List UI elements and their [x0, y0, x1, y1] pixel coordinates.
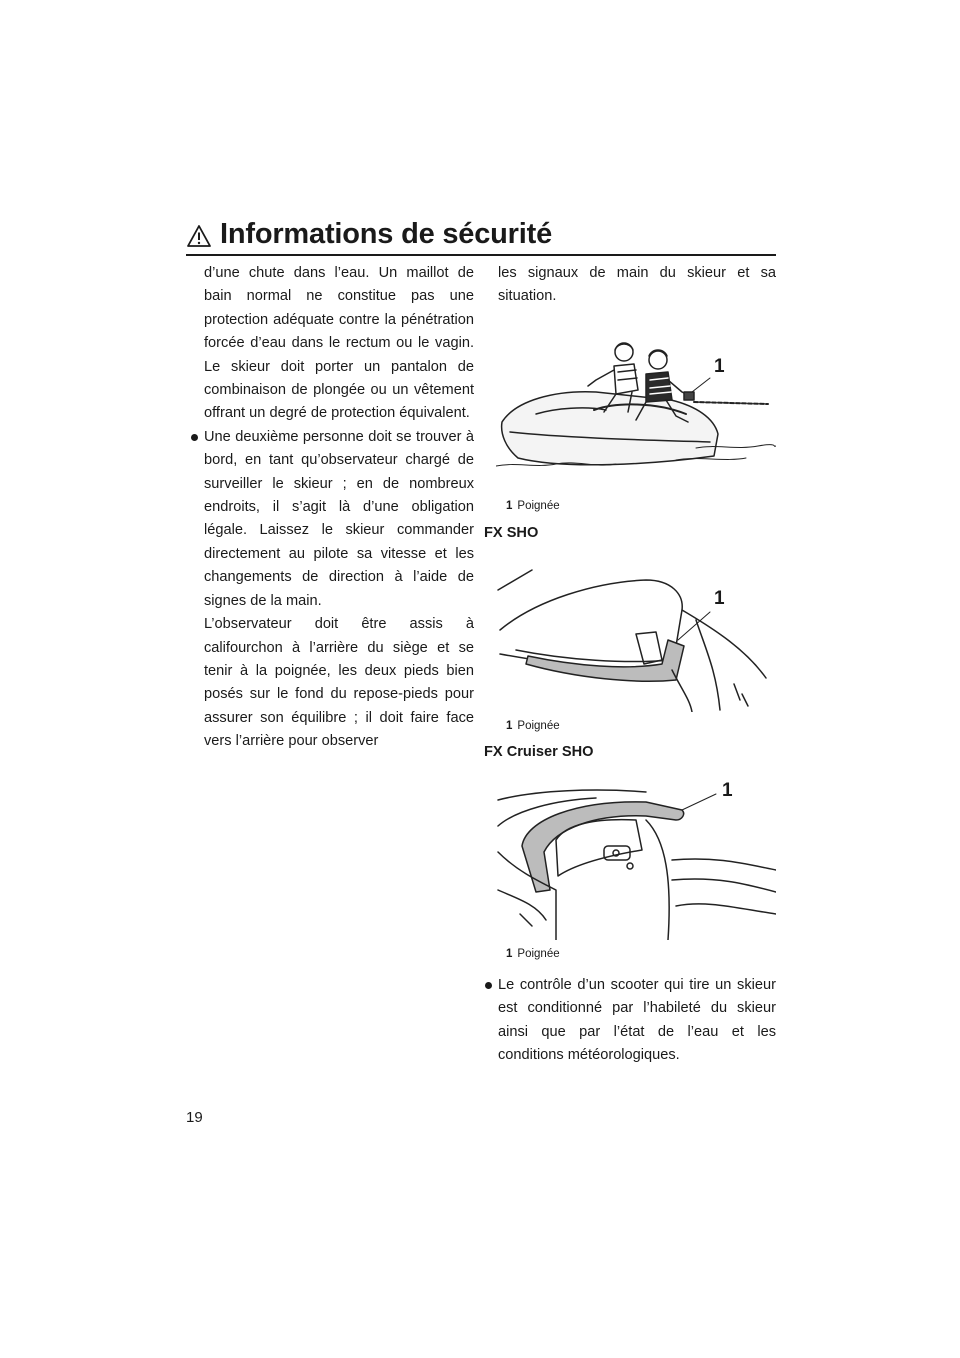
- caption-text: Poignée: [517, 948, 560, 960]
- caption-text: Poignée: [517, 500, 560, 512]
- figure-watercraft-riders: [496, 330, 776, 480]
- continuation-paragraph: d’une chute dans l’eau. Un maillot de bain normal ne constitue pas une protection adéquate contre la pénétration forcée d’eau dans le rectum ou le vagin. Le skieur doit porter un pantalon de combinaison de plongée ou un vêtement offrant un degré de protection équivalent.: [204, 265, 474, 422]
- bullet-dot-icon: [191, 434, 198, 441]
- caption-number: 1: [506, 720, 513, 732]
- continuation-paragraph-right: les signaux de main du skieur et sa situation.: [498, 265, 776, 305]
- bullet-item-skier-control: [484, 974, 776, 1068]
- right-column: [484, 262, 776, 309]
- bullet-item-observer: [190, 426, 474, 754]
- fx-cruiser-sho-handle-illustration: [496, 780, 776, 940]
- figure-fx-cruiser-sho-handle: [496, 780, 776, 940]
- fx-sho-handle-illustration: [496, 560, 776, 712]
- bullet-paragraph-1: Une deuxième personne doit se trouver à bord, en tant qu’observateur chargé de surveiller le skieur ; en de nombreux endroits, il s’agit là d’une obligation légale. Laissez le skieur commander directement au pilote sa vitesse et les changements de direction à l’aide de signes de la main.: [204, 428, 474, 609]
- figure1-callout-number: 1: [714, 356, 725, 377]
- figure2-caption: [506, 720, 560, 732]
- figure2-callout-number: 1: [714, 588, 725, 609]
- figure1-caption: [506, 500, 560, 512]
- left-column: [190, 262, 474, 754]
- figure-fx-sho-handle: [496, 560, 776, 712]
- caption-number: 1: [506, 500, 513, 512]
- watercraft-riders-illustration: [496, 330, 776, 480]
- bullet-paragraph-2: L’observateur doit être assis à califourchon à l’arrière du siège et se tenir à la poignée, les deux pieds bien posés sur le fond du repose-pieds pour assurer son équilibre ; il doit faire face vers l’arrière pour observer: [204, 616, 474, 750]
- page-title: Informations de sécurité: [220, 218, 552, 250]
- model-heading-fx-sho: FX SHO: [484, 525, 539, 541]
- figure3-callout-number: 1: [722, 780, 733, 801]
- page-number: 19: [186, 1109, 203, 1126]
- warning-triangle-icon: [186, 224, 212, 248]
- model-heading-fx-cruiser-sho: FX Cruiser SHO: [484, 744, 594, 760]
- caption-text: Poignée: [517, 720, 560, 732]
- caption-number: 1: [506, 948, 513, 960]
- bullet-paragraph-last: Le contrôle d’un scooter qui tire un skieur est conditionné par l’habileté du skieur ainsi que par l’état de l’eau et les conditions météorologiques.: [498, 977, 776, 1064]
- header-rule: [186, 254, 776, 256]
- figure3-caption: [506, 948, 560, 960]
- bullet-dot-icon: [485, 982, 492, 989]
